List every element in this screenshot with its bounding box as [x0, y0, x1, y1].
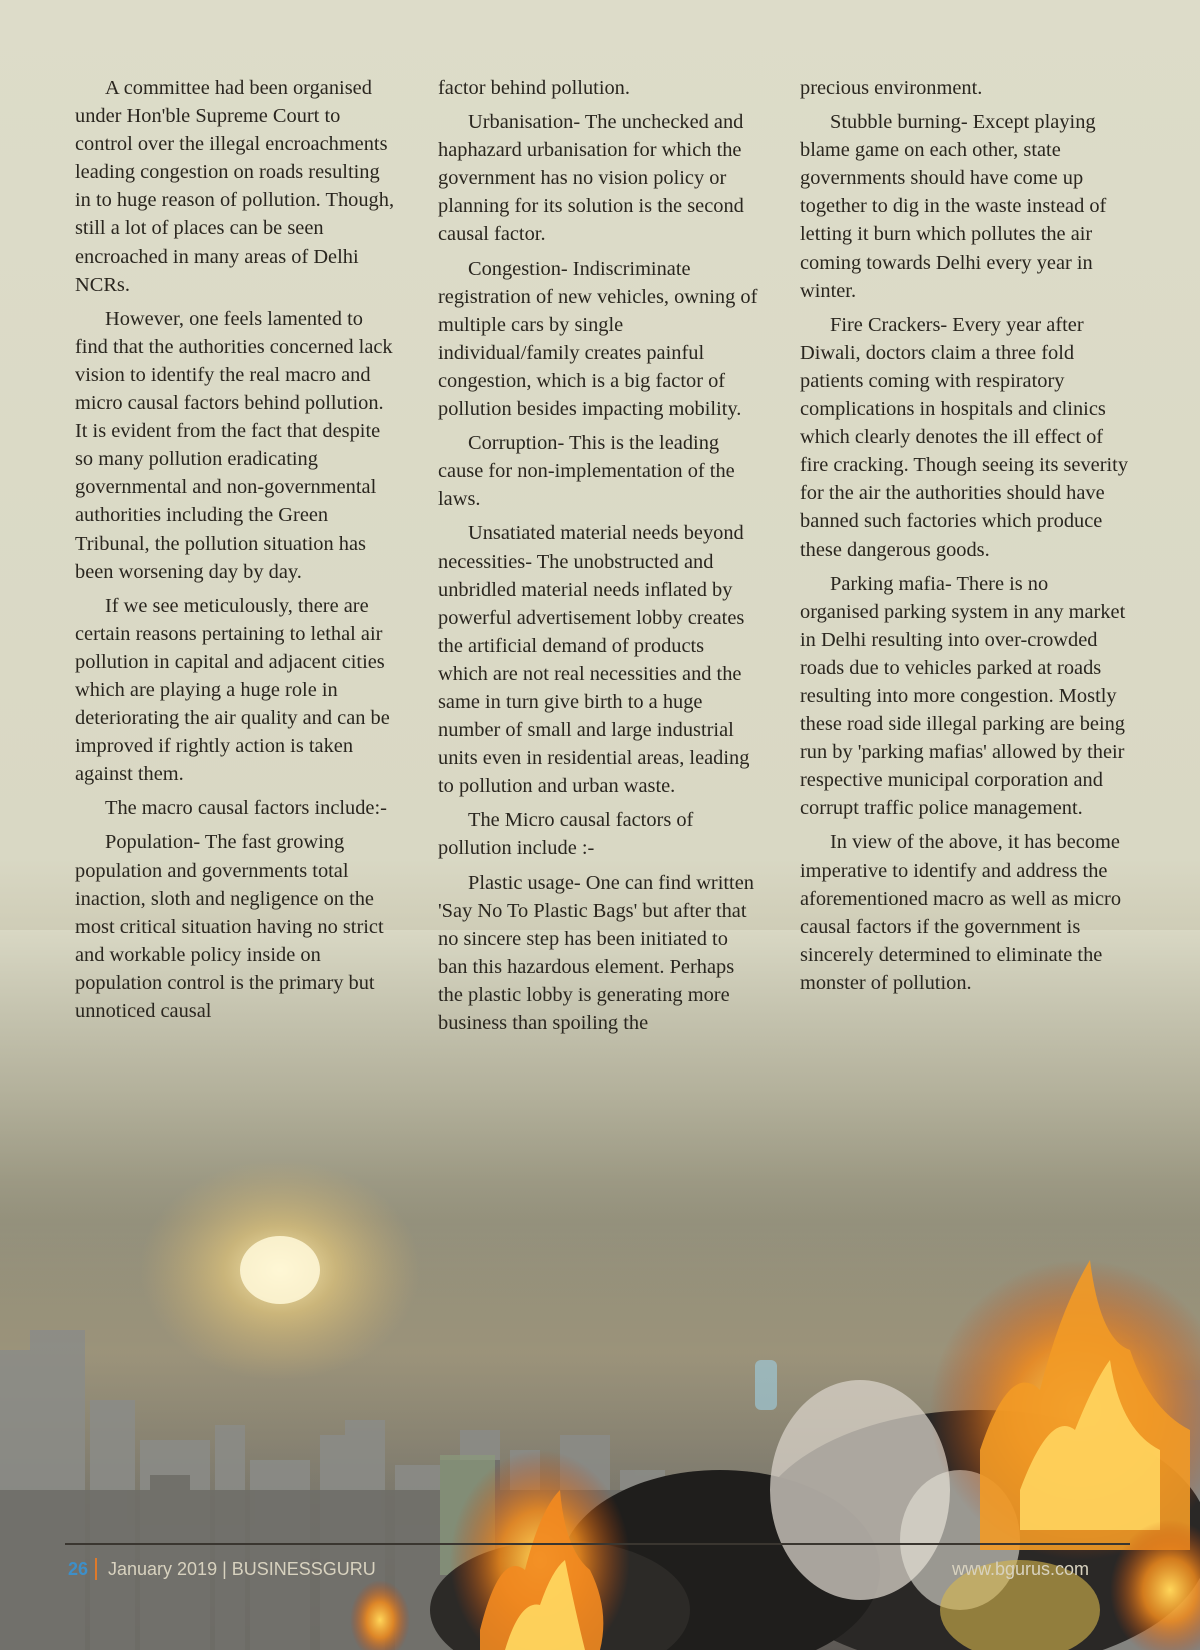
paragraph: Urbanisation- The unchecked and haphazard urbanisation for which the government has no vision policy or planning for its solution is the second causal factor.	[438, 111, 744, 246]
footer-issue: January 2019 | BUSINESSGURU	[108, 1559, 376, 1579]
paragraph: Stubble burning- Except playing blame game on each other, state governments should have come up together to dig in the waste instead of letting it burn which pollutes the air coming towards Delhi every year in winter.	[800, 111, 1107, 302]
paragraph: The Micro causal factors of pollution include :-	[438, 809, 694, 860]
text-column-2	[438, 74, 758, 1043]
text-column-3	[800, 74, 1130, 1003]
footer-website: www.bgurus.com	[952, 1559, 1090, 1579]
paragraph: A committee had been organised under Hon'ble Supreme Court to control over the illegal encroachments leading congestion on roads resulting in to huge reason of pollution. Though, still a lot of places can be seen encroached in many areas of Delhi NCRs.	[75, 77, 395, 296]
paragraph: If we see meticulously, there are certain reasons pertaining to lethal air pollution in capital and adjacent cities which are playing a huge role in deteriorating the air quality and can be improved if rightly action is taken against them.	[75, 594, 390, 786]
paragraph-continued: factor behind pollution.	[438, 77, 630, 99]
paragraph-continued: precious environment.	[800, 77, 983, 99]
paragraph: Population- The fast growing population and governments total inaction, sloth and negligence on the most critical situation having no strict and workable policy inside on population control is the primary but unnoticed causal	[75, 831, 384, 1022]
paragraph: Corruption- This is the leading cause for non-implementation of the laws.	[438, 432, 735, 511]
paragraph: The macro causal factors include:-	[105, 797, 387, 820]
footer-rule	[65, 1543, 1130, 1545]
paragraph: Plastic usage- One can find written 'Say No To Plastic Bags' but after that no sincere step has been initiated to ban this hazardous element. Perhaps the plastic lobby is generating more business than spoiling the	[438, 871, 754, 1034]
paragraph: Fire Crackers- Every year after Diwali, doctors claim a three fold patients coming with respiratory complications in hospitals and clinics which clearly denotes the ill effect of fire cracking. Though seeing its severity for the air the authorities should have banned such factories which produce these dangerous goods.	[800, 313, 1129, 561]
paragraph: Congestion- Indiscriminate registration of new vehicles, owning of multiple cars by single individual/family creates painful congestion, which is a big factor of pollution besides impacting mobility.	[438, 257, 758, 421]
paragraph: However, one feels lamented to find that the authorities concerned lack vision to identify the real macro and micro causal factors behind pollution. It is evident from the fact that despite so many pollution eradicating governmental and non-governmental authorities including the Green Tribunal, the pollution situation has been worsening day by day.	[75, 307, 393, 583]
footer-separator	[95, 1558, 97, 1580]
paragraph: Parking mafia- There is no organised parking system in any market in Delhi resulting into over-crowded roads due to vehicles parked at roads resulting into more congestion. Mostly these road side illegal parking are being run by 'parking mafias' allowed by their respective municipal corporation and corrupt traffic police management.	[800, 572, 1126, 820]
paragraph: Unsatiated material needs beyond necessities- The unobstructed and unbridled material needs inflated by powerful advertisement lobby creates the artificial demand of products which are not real necessities and the same in turn give birth to a huge number of small and large industrial units even in residential areas, leading to pollution and urban waste.	[438, 522, 750, 798]
page-number: 26	[68, 1559, 89, 1579]
text-column-1	[75, 74, 400, 1031]
paragraph: In view of the above, it has become imperative to identify and address the aforementioned macro as well as micro causal factors if the government is sincerely determined to eliminate the monster of pollution.	[800, 831, 1122, 994]
